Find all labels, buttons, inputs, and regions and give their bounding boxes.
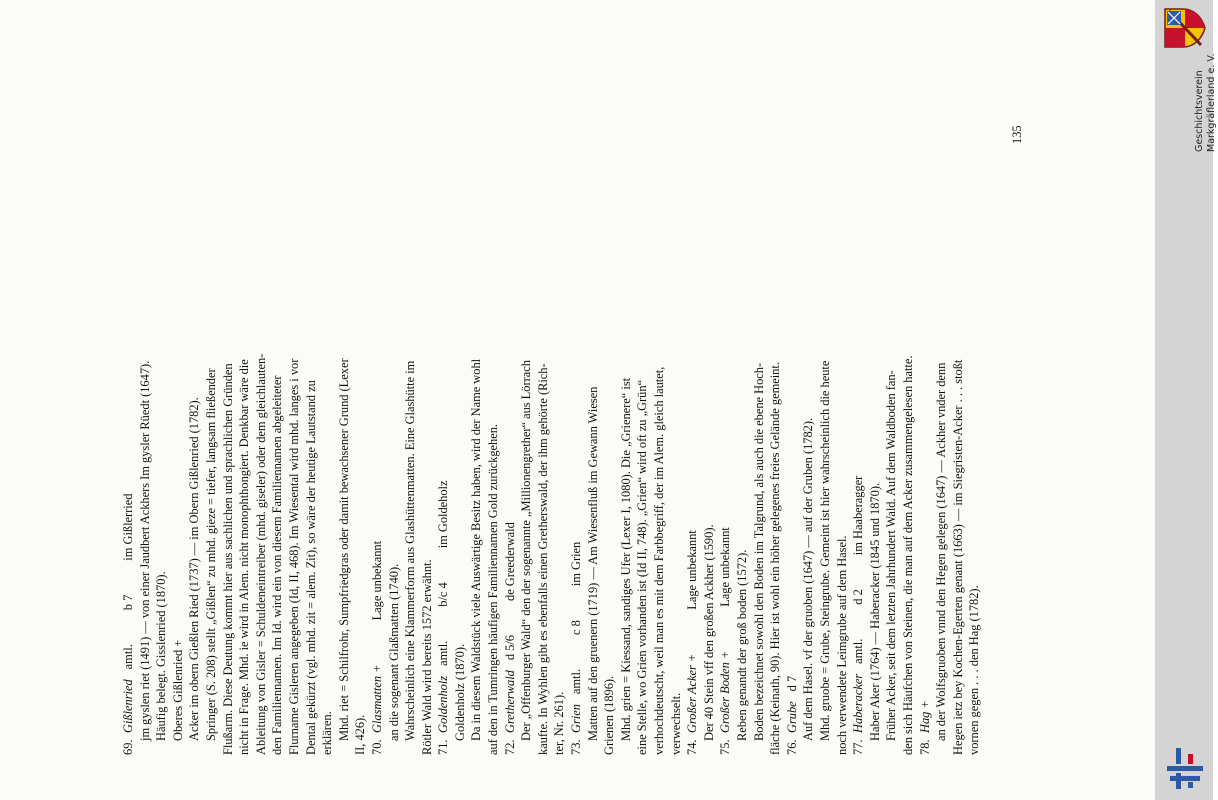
entry-number: 72. xyxy=(502,739,517,755)
society-name xyxy=(1194,53,1218,152)
entry-number: 73. xyxy=(569,739,584,755)
text-line: auf den in Tumringen häufigen Familiennamen Gold zurückgehen. xyxy=(486,423,501,755)
text-line: nicht in Frage. Mhd. ie wird in Alem. nicht monophthongiert. Denkbar wäre die xyxy=(237,359,252,755)
text-line: vornen gegen . . . den Hag (1782). xyxy=(967,585,982,755)
page-number: 135 xyxy=(1010,125,1024,144)
text-line: noch verwendete Leimgrube auf dem Hasel. xyxy=(834,535,849,755)
text-line: Hegen ietz bey Kochen-Egerten genant (1663) — im Siegristen-Acker . . . stoßt xyxy=(950,359,965,755)
text-line: Früher Acker, seit dem letzten Jahrhundert Wald. Auf dem Waldboden fan- xyxy=(884,370,899,741)
text-line: Acker im obern Gießlen Ried (1737) — im Obern Gißlenried (1782). xyxy=(187,397,202,741)
entry-grid-reference: d 7 xyxy=(784,675,799,692)
text-line: fläche (Keinath, 90). Hier ist wohl ein höher gelegenes freies Gelände gemeint. xyxy=(768,362,783,755)
entry-grid-reference: c 8 xyxy=(569,620,584,635)
text-line: Dental gekürzt (vgl. mhd. zit = alem. Zit), so wäre der heutige Lautstand zu xyxy=(303,380,318,755)
entry-dialect-form: im Haaberagger xyxy=(851,475,866,556)
entry-heading xyxy=(120,85,137,755)
text-line: an der Wolfsgruoben vnnd den Hegen gelegen (1647) — Ackher vnder denn xyxy=(934,362,949,741)
entry-heading xyxy=(850,85,867,755)
entry-dialect-form: de Greederwald xyxy=(502,522,517,601)
entry-grid-reference: d 5/6 xyxy=(502,634,517,661)
page-text-body xyxy=(120,85,983,755)
entry-term: Gißlenried xyxy=(121,679,135,733)
entry-term: Haberacker xyxy=(851,673,866,733)
society-coat-of-arms-icon xyxy=(1161,5,1207,51)
text-line: eine Stelle, wo Grien vorhanden ist (Id II, 748). „Grien“ wird oft zu „Grün“ xyxy=(635,379,650,755)
entry-heading xyxy=(435,85,452,755)
entry-grid-reference: b/c 4 xyxy=(436,582,451,607)
entry-term: Grien xyxy=(569,704,584,733)
entry-dialect-form: Lage unbekannt xyxy=(718,527,733,607)
entry-dialect-form: im Goldeholz xyxy=(436,480,451,549)
entry-official-mark: amtl. xyxy=(121,644,135,670)
text-line: Oberes Gißlenried + xyxy=(170,639,185,741)
entry-dialect-form: Lage unbekannt xyxy=(685,530,700,610)
text-line: erklären. xyxy=(320,711,335,755)
entry-number: 75. xyxy=(718,739,733,755)
entry-grid-reference: d 2 xyxy=(851,589,866,605)
entry-heading xyxy=(369,85,386,755)
entry-official-mark: amtl. xyxy=(569,668,584,695)
text-line: den sich Häufchen von Steinen, die man auf dem Acker zusammengelesen hatte. xyxy=(900,355,915,755)
university-library-logo-icon xyxy=(1164,746,1206,790)
text-line: Mhd. riet = Schilfrohr, Sumpfriedgras oder damit bewachsener Grund (Lexer xyxy=(336,358,351,741)
text-line: kaufte. In Wyhlen gibt es ebenfalls einen Gretherswald, der ihm gehörte (Rich- xyxy=(535,363,550,755)
entry-number: 77. xyxy=(851,739,866,755)
entry-term: Hag + xyxy=(917,700,932,733)
text-line: Wahrscheinlich eine Klammerform aus Glashüttenmatten. Eine Glashütte im xyxy=(403,360,418,741)
text-line: verhochdeutscht, weil man es mit dem Farbbegriff, der im Alem. gleich lautet, xyxy=(652,366,666,755)
entry-heading xyxy=(717,85,734,755)
text-line: Rötler Wald wird bereits 1572 erwähnt. xyxy=(419,559,434,755)
text-line: Springer (S. 208) stellt „Gißlen“ zu mhd. gieze = tiefer, langsam fließender xyxy=(203,368,218,741)
text-line: Grienen (1896). xyxy=(602,675,617,755)
entry-dialect-form: Lage unbekannt xyxy=(369,540,384,621)
entry-heading xyxy=(568,85,585,755)
text-line: den Familiennamen. Im Id. wird ein von diesem Familiennamen abgeleiteter xyxy=(270,375,285,755)
text-line: Da in diesem Waldstück viele Auswärtige Besitz haben, wird der Name wohl xyxy=(469,358,484,741)
text-line: Boden bezeichnet sowohl den Boden im Talgrund, als auch die ebene Hoch- xyxy=(751,362,766,741)
entry-dialect-form: im Gißlerried xyxy=(121,493,135,561)
entry-grid-reference: b 7 xyxy=(121,594,135,611)
text-line: Der „Offenburger Wald“ den der sogenannte „Millionengrether“ aus Lörrach xyxy=(519,360,534,741)
text-line: Der 40 Stein vff den großen Ackher (1590). xyxy=(701,524,716,741)
text-line: Ableitung von Gisler = Schuldeneintreiber (mhd. giseler) oder dem gleichlauten- xyxy=(253,353,268,755)
entry-number: 69. xyxy=(121,739,135,755)
entry-number: 70. xyxy=(369,739,384,755)
text-line: Flurname Gisleren angegeben (Id, II, 468). Im Wiesental wird mhd. langes i vor xyxy=(286,358,301,755)
text-line: verwechselt. xyxy=(668,692,683,755)
entry-term: Grube xyxy=(784,701,799,733)
entry-number: 71. xyxy=(436,739,451,755)
entry-number: 74. xyxy=(685,739,700,755)
text-line: jm gyslen riet (1491) — von einer Jaudbert Ackhers Im gysler Rüedt (1647). xyxy=(137,360,152,741)
entry-heading xyxy=(784,85,801,755)
text-line: Mhd. gruobe = Grube, Steingrube. Gemeint ist hier wahrscheinlich die heute xyxy=(817,360,832,741)
entry-dialect-form: im Grien xyxy=(569,541,584,587)
entry-term: Großer Boden + xyxy=(718,650,733,733)
text-line: II, 426). xyxy=(353,714,368,755)
entry-term: Gretherwald xyxy=(502,670,517,733)
text-line: Matten auf den gruenern (1719) — Am Wiesenfluß im Gewann Wiesen xyxy=(585,386,600,741)
entry-term: Goldenholz xyxy=(436,675,451,733)
entry-heading xyxy=(684,85,701,755)
society-name-line2: Markgräflerland e. V. xyxy=(1206,53,1217,152)
text-line: an die sogenant Glaßmatten (1740). xyxy=(386,563,401,741)
text-line: ter, Nr. 261). xyxy=(552,691,567,755)
text-line: Flußarm. Diese Deutung kommt hier aus sachlichen und sprachlichen Gründen xyxy=(220,363,235,755)
entry-term: Glasmatten + xyxy=(369,664,384,733)
text-line: Reben genandt der groß boden (1572). xyxy=(734,549,749,741)
text-line: Häufig belegt. Gisslenried (1870). xyxy=(154,571,169,741)
entry-official-mark: amtl. xyxy=(436,640,451,666)
entry-heading xyxy=(502,85,519,755)
text-line: Auf dem Hasel. vf der gruoben (1647) — auf der Gruben (1782). xyxy=(801,417,816,741)
entry-number: 76. xyxy=(784,739,799,755)
entry-heading xyxy=(917,85,934,755)
entry-term: Großer Acker + xyxy=(685,653,700,733)
text-line: Haber Aker (1764) — Haberacker (1845 und 1870). xyxy=(867,482,882,741)
text-line: Goldenholz (1870). xyxy=(452,643,467,741)
text-line: Mhd. grien = Kiessand, sandiges Ufer (Lexer I, 1080). Die „Grienere“ ist xyxy=(618,377,633,741)
entry-number: 78. xyxy=(917,739,932,755)
entry-official-mark: amtl. xyxy=(851,638,866,664)
society-name-line1: Geschichtsverein xyxy=(1194,70,1205,152)
